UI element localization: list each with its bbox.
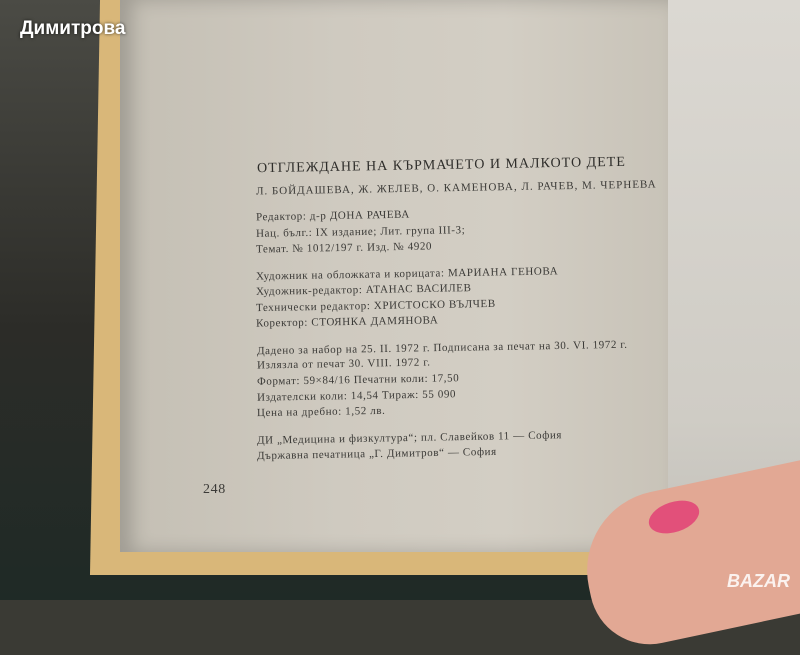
- topic-line: Темат. № 1012/197 г. Изд. № 4920: [255, 240, 433, 256]
- editor-line: Редактор: д-р ДОНА РАЧЕВА: [255, 208, 410, 224]
- seller-watermark: Димитрова: [20, 18, 126, 39]
- printer-line: Държавна печатница „Г. Димитров“ — София: [256, 445, 497, 463]
- page-number: 248: [203, 482, 226, 497]
- tech-editor-line: Технически редактор: ХРИСТОСКО ВЪЛЧЕВ: [255, 297, 496, 315]
- format-line: Формат: 59×84/16 Печатни коли: 17,50: [256, 372, 460, 388]
- book-authors: Л. БОЙДАШЕВА, Ж. ЖЕЛЕВ, О. КАМЕНОВА, Л. РАЧЕВ, М. ЧЕРНЕВА: [255, 178, 657, 198]
- price-line: Цена на дребно: 1,52 лв.: [256, 404, 386, 420]
- published-date-line: Излязла от печат 30. VIII. 1972 г.: [256, 356, 431, 372]
- book-title: ОТГЛЕЖДАНЕ НА КЪРМАЧЕТО И МАЛКОТО ДЕТЕ: [256, 154, 626, 177]
- art-editor-line: Художник-редактор: АТАНАС ВАСИЛЕВ: [255, 282, 472, 298]
- publisher-line: ДИ „Медицина и физкултура“; пл. Славейков 11 — София: [256, 429, 563, 447]
- print-run-line: Издателски коли: 14,54 Тираж: 55 090: [256, 388, 457, 404]
- proofreader-line: Коректор: СТОЯНКА ДАМЯНОВА: [255, 314, 439, 330]
- cover-artist-line: Художник на обложката и корицата: МАРИАНА ГЕНОВА: [255, 265, 559, 283]
- typeset-date-line: Дадено за набор на 25. II. 1972 г. Подписана за печат на 30. VI. 1972 г.: [256, 338, 628, 358]
- brand-watermark: BAZAR: [727, 571, 790, 591]
- edition-line: Нац. бълг.: IX издание; Лит. група III-3;: [255, 224, 466, 240]
